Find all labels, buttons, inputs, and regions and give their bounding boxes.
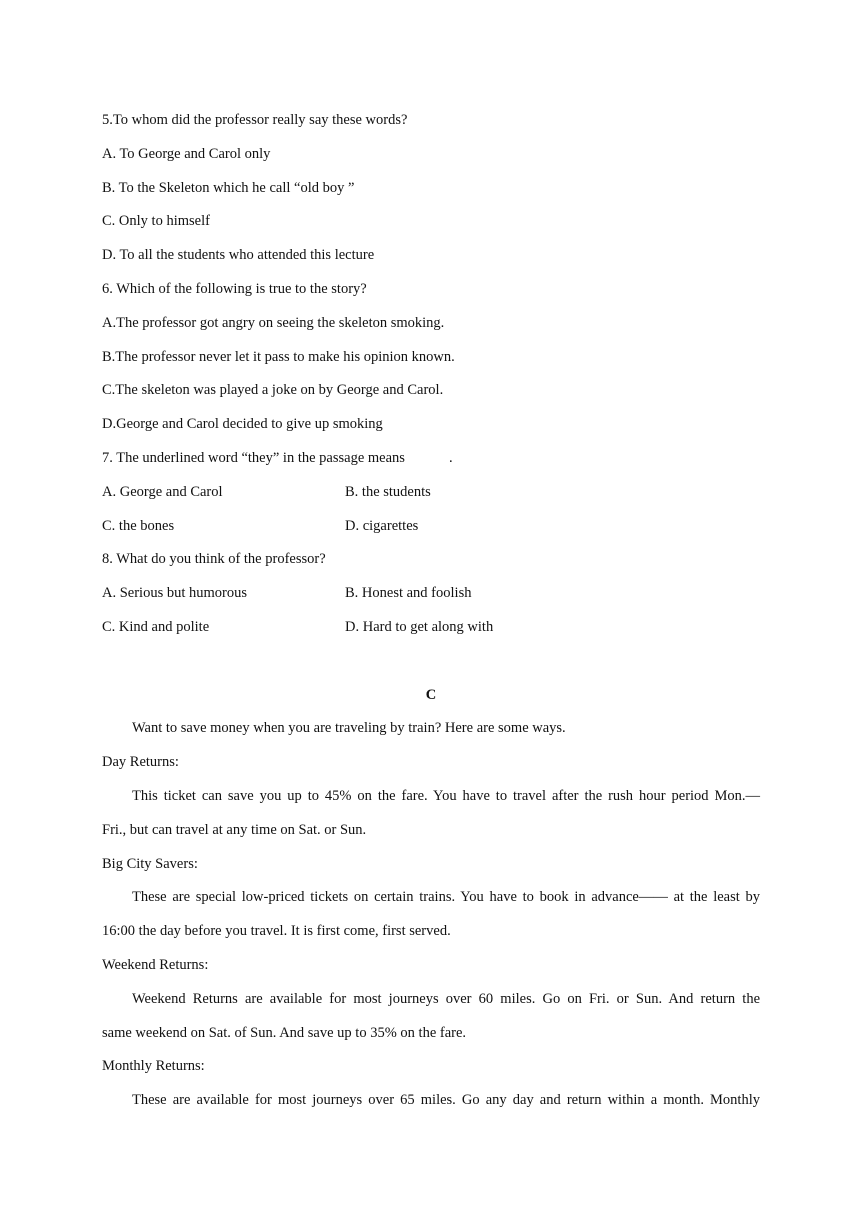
day-returns-line-1: This ticket can save you up to 45% on the fare. You have to travel after the rush hour period Mon.— (132, 787, 760, 804)
section-c-intro: Want to save money when you are traveling by train? Here are some ways. (132, 720, 566, 737)
question-7-option-c: C. the bones (102, 517, 175, 534)
monthly-returns-heading: Monthly Returns: (102, 1058, 205, 1075)
question-6-option-b: B.The professor never let it pass to make his opinion known. (102, 348, 455, 365)
question-5-option-d: D. To all the students who attended this lecture (102, 247, 375, 264)
question-8-option-a: A. Serious but humorous (102, 585, 247, 602)
monthly-returns-line-1: These are available for most journeys over 65 miles. Go any day and return within a month. Monthly (132, 1092, 760, 1109)
question-6-option-a: A.The professor got angry on seeing the skeleton smoking. (102, 314, 445, 331)
day-returns-heading: Day Returns: (102, 754, 179, 771)
question-7-stem-line (102, 446, 760, 480)
question-8-options-row-1 (102, 581, 760, 615)
big-city-savers-line-1: These are special low-priced tickets on certain trains. You have to book in advance—— at the least by (132, 889, 760, 906)
question-6-option-d: D.George and Carol decided to give up smoking (102, 416, 383, 433)
big-city-savers-line-2: 16:00 the day before you travel. It is first come, first served. (102, 923, 451, 940)
document-page (102, 108, 760, 1122)
question-5-stem: 5.To whom did the professor really say these words? (102, 112, 408, 128)
question-8-option-c: C. Kind and polite (102, 618, 210, 635)
question-7-stem-end: . (448, 449, 453, 466)
question-8-option-d: D. Hard to get along with (345, 618, 494, 635)
question-6-option-c: C.The skeleton was played a joke on by George and Carol. (102, 382, 444, 399)
question-8-option-b: B. Honest and foolish (345, 585, 472, 602)
spacer (102, 649, 760, 683)
weekend-returns-line-2: same weekend on Sat. of Sun. And save up to 35% on the fare. (102, 1024, 467, 1041)
weekend-returns-heading: Weekend Returns: (102, 956, 209, 973)
question-7-option-a: A. George and Carol (102, 483, 223, 500)
question-7-options-row-1 (102, 480, 760, 514)
question-5-option-c: C. Only to himself (102, 213, 210, 230)
day-returns-line-2: Fri., but can travel at any time on Sat. or Sun. (102, 821, 367, 838)
question-7-options-row-2 (102, 514, 760, 548)
question-7-option-b: B. the students (345, 483, 431, 500)
section-c-title: C (425, 686, 437, 703)
question-5-option-a: A. To George and Carol only (102, 145, 271, 162)
question-7-stem: 7. The underlined word “they” in the passage means (102, 449, 405, 466)
question-8-stem: 8. What do you think of the professor? (102, 551, 326, 568)
question-7-option-d: D. cigarettes (345, 517, 419, 534)
big-city-savers-heading: Big City Savers: (102, 855, 198, 872)
weekend-returns-line-1: Weekend Returns are available for most journeys over 60 miles. Go on Fri. or Sun. And return the (132, 990, 760, 1007)
question-6-stem: 6. Which of the following is true to the story? (102, 280, 367, 297)
question-5-option-b: B. To the Skeleton which he call “old boy ” (102, 179, 355, 196)
question-8-options-row-2 (102, 615, 760, 649)
